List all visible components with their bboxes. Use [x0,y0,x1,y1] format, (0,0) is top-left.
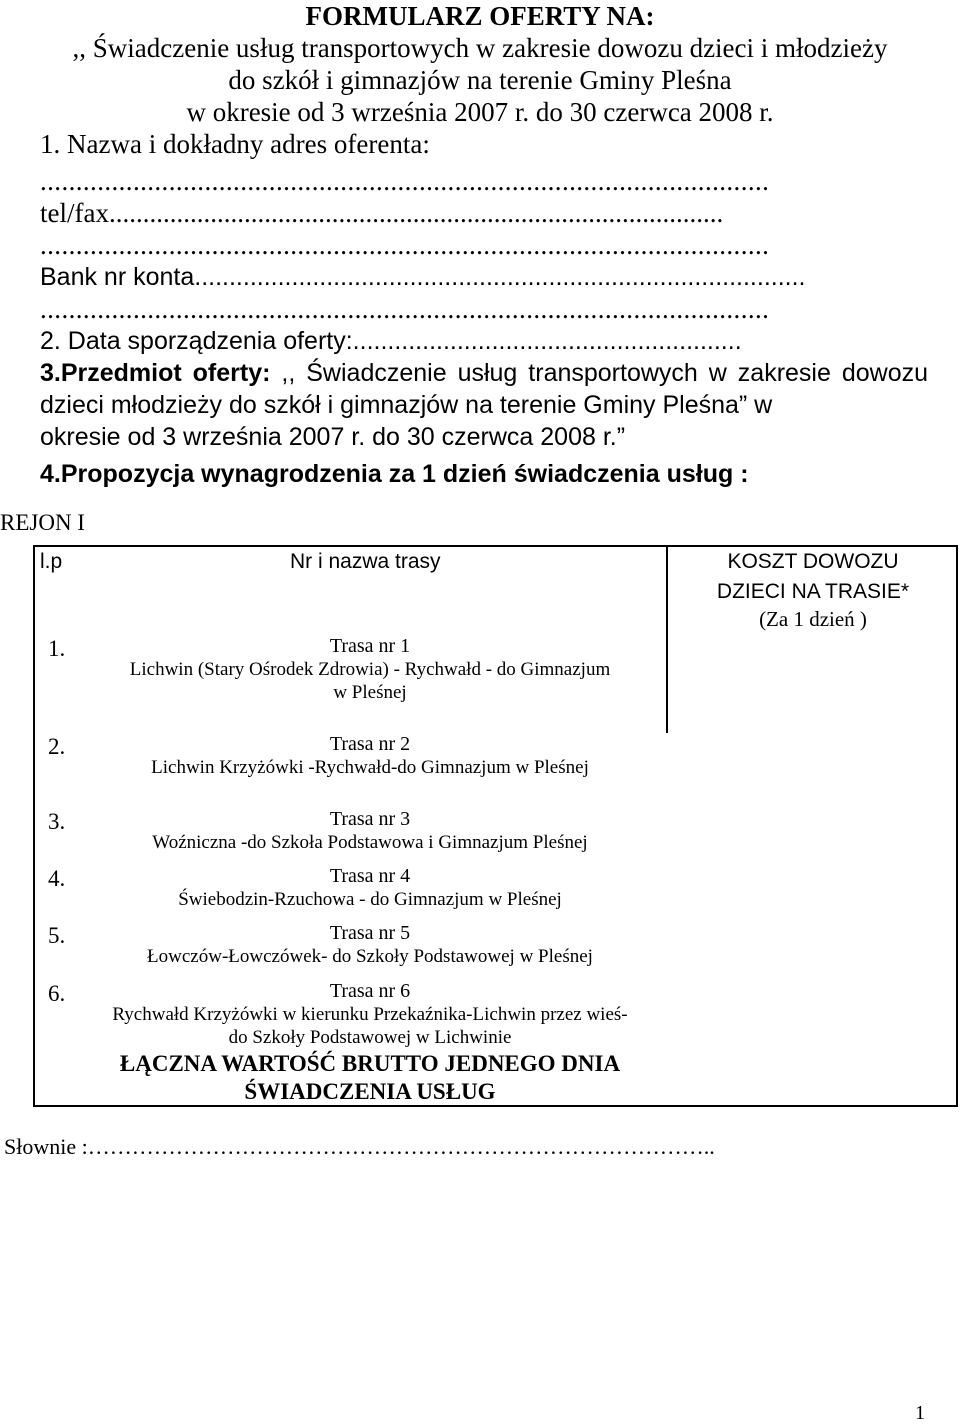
column-header-cost-line-2: DZIECI NA TRASIE* [716,580,910,603]
total-gross-value-line-2: ŚWIADCZENIA USŁUG [244,1079,496,1104]
name-address-label: 1. Nazwa i dokładny adres oferenta: [40,129,430,159]
route-1-title: Trasa nr 1 [329,635,411,657]
column-header-cost-line-3: (Za 1 dzień ) [759,607,867,631]
route-6-title: Trasa nr 6 [329,980,411,1002]
name-address-dots[interactable]: ...................................................................................................... [40,166,770,196]
route-2-title: Trasa nr 2 [329,733,411,755]
form-title: FORMULARZ OFERTY NA: [305,1,655,31]
form-title-line-2: do szkół i gimnazjów na terenie Gminy Pleśna [228,65,732,95]
route-5-title: Trasa nr 5 [329,922,411,944]
route-2-number: 2. [48,734,66,759]
route-1-description: Lichwin (Stary Ośrodek Zdrowia) - Rychwałd - do Gimnazjum [129,659,611,680]
form-title-line-1: ,, Świadczenie usług transportowych w zakresie dowozu dzieci i młodzieży [72,33,888,63]
offer-subject-period: okresie od 3 września 2007 r. do 30 czerwca 2008 r.” [40,423,626,451]
route-3-title: Trasa nr 3 [329,808,411,830]
route-3-description: Woźniczna -do Szkoła Podstawowa i Gimnazjum Pleśnej [152,832,588,853]
route-1-description-continued: w Pleśnej [333,682,407,703]
bank-account-dots[interactable]: ...................................................................................................... [40,294,770,324]
route-6-description-continued: do Szkoły Podstawowej w Lichwinie [228,1027,512,1048]
route-2-description: Lichwin Krzyżówki -Rychwałd-do Gimnazjum w Pleśnej [151,757,589,778]
route-5-number: 5. [48,923,66,948]
column-header-route: Nr i nazwa trasy [290,550,441,573]
route-6-number: 6. [48,981,66,1006]
offer-subject-prefix: 3.Przedmiot oferty: [40,359,271,387]
total-gross-value-line-1: ŁĄCZNA WARTOŚĆ BRUTTO JEDNEGO DNIA [119,1051,621,1076]
route-6-description: Rychwałd Krzyżówki w kierunku Przekaźnika-Lichwin przez wieś- [112,1004,628,1025]
region-label: REJON I [0,510,85,535]
amount-in-words-field[interactable]: Słownie :………………………………………………………………………….. [4,1134,715,1159]
remuneration-proposal: 4.Propozycja wynagrodzenia za 1 dzień świadczenia usług : [40,460,749,488]
tel-fax-field[interactable]: tel/fax........................................................................................... [40,198,724,228]
offer-subject-text: ,, Świadczenie usług transportowych w zakresie dowozu dzieci młodzieży do szkół i gimnazjów na terenie Gminy Pleśna” w [40,359,929,419]
form-title-line-3: w okresie od 3 września 2007 r. do 30 czerwca 2008 r. [186,97,774,127]
route-1-number: 1. [48,636,66,661]
tel-fax-dots[interactable]: ...................................................................................................... [40,230,770,260]
column-header-cost-line-1: KOSZT DOWOZU [727,550,899,573]
route-5-description: Łowczów-Łowczówek- do Szkoły Podstawowej w Pleśnej [147,946,593,967]
offer-date-field[interactable]: 2. Data sporządzenia oferty:........................................................ [40,327,742,355]
offer-subject [40,357,928,453]
route-4-description: Świebodzin-Rzuchowa - do Gimnazjum w Pleśnej [178,889,562,910]
column-header-lp: l.p [40,550,63,573]
page-number: 1 [915,1402,925,1424]
route-4-title: Trasa nr 4 [329,865,411,887]
route-3-number: 3. [48,809,66,834]
bank-account-field[interactable]: Bank nr konta........................................................................................ [40,263,806,291]
route-4-number: 4. [48,866,66,891]
